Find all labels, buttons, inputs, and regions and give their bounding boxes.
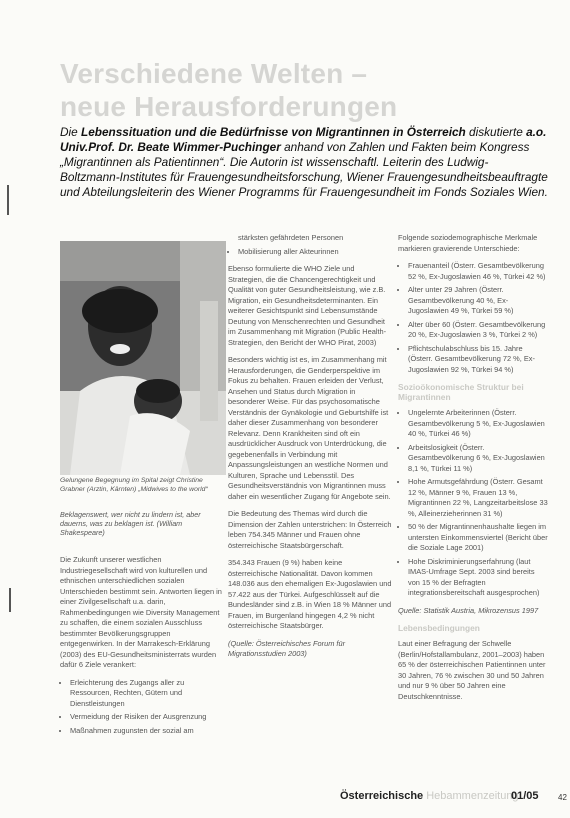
paragraph: 354.343 Frauen (9 %) haben keine österreichische Nationalität. Davon kommen 148.036 aus den ehemaligen Ex-Jugoslawien und 57.422 aus der Türkei. Aufgeschlüsselt auf die Bundesländer sind z.B. in Wien 18 % Männer und Frauen, im Burgenland hingegen 4,2 % nicht österreichische Staatsbürger. — [228, 558, 392, 630]
list-item: • Arbeitslosigkeit (Österr. Gesamtbevölkerung 6 %, Ex-Jugoslawien 8,1 %, Türkei 11 %) — [408, 443, 548, 475]
list-item: • 50 % der Migrantinnenhaushalte liegen im untersten Einkommensviertel (Bericht über die Soziale Lage 2001) — [408, 522, 548, 554]
list-item: • Erleichterung des Zugangs aller zu Ressourcen, Rechten, Gütern und Dienstleistungen — [70, 678, 226, 710]
list-item: • Vermeidung der Risiken der Ausgrenzung — [70, 712, 226, 723]
paragraph: Die Zukunft unserer westlichen Industriegesellschaft wird von kulturellen und ethnischen unterschiedlichen sozialen Unterschieden bestimmt sein. Antworten liegen in einer Zivilgesellschaft u.a. darin, Rahmenbedingungen wie Diversity Management zu schaffen, die einem sozialen Ausschluss bestimmter Bevölkerungsgruppen entgegenwirken. In der Marrakesch-Erklärung (2003) des EU-Gesundheitsministerrats wurden dafür 6 Ziele verankert: — [60, 555, 222, 669]
column-right — [398, 233, 548, 709]
column-middle — [228, 233, 392, 667]
lead-text: diskutierte — [465, 125, 527, 139]
title-line-2: neue Herausforderungen — [60, 91, 398, 122]
publication-name-main: Österreichische — [340, 790, 424, 802]
section-heading: Lebensbedingungen — [398, 623, 480, 633]
lead-text: Die — [60, 125, 81, 139]
margin-mark — [9, 588, 11, 612]
list-item: • Mobilisierung aller Akteurinnen — [238, 247, 392, 258]
paragraph: Laut einer Befragung der Schwelle (Berlin/Hofstallambulanz, 2001–2003) haben 65 % der österreichischen Patientinnen unter 30 Jahren, 76 % zwischen 30 und 50 Jahren und nur 9 % über 50 Jahren eine Deutschkenntnisse. — [398, 639, 546, 701]
list-item: • Hohe Diskriminierungserfahrung (laut IMAS-Umfrage Sept. 2003 sind bereits von 15 % der Befragten integrationsbereitschaft ausgesprochen) — [408, 557, 548, 599]
publication-name — [340, 790, 519, 802]
paragraph: Die Bedeutung des Themas wird durch die Dimension der Zahlen unterstrichen: In Österreich leben 754.345 Männer und Frauen ohne österreichische Staatsbürgerschaft. — [228, 509, 392, 550]
list-item: • Frauenanteil (Österr. Gesamtbevölkerung 52 %, Ex-Jugoslawien 46 %, Türkei 42 %) — [408, 261, 548, 282]
article-title — [60, 57, 540, 123]
paragraph: Ebenso formulierte die WHO Ziele und Strategien, die die Chancengerechtigkeit und Qualität von guter Gesundheitsleistung, wie z.B. Migration, ein Gesundheitsdeterminanten. Ein weiterer Gesichtspunkt sind Lebensumstände Deutung von Menschenrechten und Gesundheit im Zusammenhang mit Migration (Public Health-Strategien, den Bericht der WHO Pirat, 2003) — [228, 264, 387, 347]
list-item: • Hohe Armutsgefährdung (Österr. Gesamt 12 %, Männer 9 %, Frauen 13 %, Migrantinnen 22 %, Langzeitarbeitslose 33 %, Alleinerzieherinnen 31 %) — [408, 477, 548, 519]
list-item: • Alter über 60 (Österr. Gesamtbevölkerung 20 %, Ex-Jugoslawien 3 %, Türkei 2 %) — [408, 320, 548, 341]
article-photo — [60, 241, 226, 475]
issue-number: 01/05 — [511, 790, 539, 802]
section-heading: Sozioökonomische Struktur bei Migrantinnen — [398, 382, 524, 402]
photo-image — [60, 241, 226, 475]
column-left — [60, 555, 226, 743]
continued-list — [228, 233, 392, 257]
lead-text: anhand von Zahlen und Fakten beim Kongress „Migrantinnen als Patientinnen“. Die Autorin ist wissenschaftl. Leiterin des Ludwig-Boltzmann-Institutes für Frauengesundheitsforschung, Wiener Frauengesundheitsbeauftragte und Abteilungsleiterin des Wiener Programms für Frauengesundheit im Fonds Soziales Wien. — [60, 140, 548, 199]
publication-name-sub: Hebammenzeitung — [426, 790, 519, 802]
list-item: • Pflichtschulabschluss bis 15. Jahre (Österr. Gesamtbevölkerung 72 %, Ex-Jugoslawien 92 %, Türkei 94 %) — [408, 344, 548, 376]
paragraph: Folgende soziodemographische Merkmale markieren gravierende Unterschiede: — [398, 233, 538, 253]
shakespeare-quote: Beklagenswert, wer nicht zu lindern ist, aber dauerns, was zu beklagen ist. (William Shakespeare) — [60, 510, 201, 538]
lead-paragraph — [60, 125, 548, 200]
source-note: (Quelle: Österreichisches Forum für Migrationsstudien 2003) — [228, 638, 346, 658]
margin-mark — [7, 185, 9, 215]
list-item: • Maßnahmen zugunsten der sozial am — [70, 726, 226, 737]
paragraph: Besonders wichtig ist es, im Zusammenhang mit Herausforderungen, die Genderperspektive im Fokus zu behalten. Frauen erleiden der Verlust, Ansehen und Status durch Migration in besonderer Weise. Für das psychosomatische Verständnis der Gynäkologie und Geburtshilfe ist daher dieser Zusammenhang von besonderer Relevanz. Denn Krankheiten sind oft ein ausdrücklicher Ausdruck von Unterdrückung, die gegebenenfalls in Verbindung mit Anpassungsleistungen an westliche Normen und Kulturen, Sprache und Lebensstil. Des Gesundheitsverständnis von Migrantinnen muss daher ein wesentlicher Zugang für Angebote sein. — [228, 355, 391, 501]
title-line-1: Verschiedene Welten – — [60, 58, 368, 89]
lead-author: a.o. Univ.Prof. Dr. Beate Wimmer-Puchinger — [60, 125, 547, 154]
list-item: stärksten gefährdeten Personen — [238, 233, 344, 242]
socioeconomic-list — [398, 408, 548, 599]
page-number: 42 — [558, 793, 567, 802]
lead-topic: Lebenssituation und die Bedürfnisse von Migrantinnen in Österreich — [80, 125, 466, 139]
photo-caption: Gelungene Begegnung im Spital zeigt Christine Grabner (Arztin, Kärnten) „Midwives to the world“ — [60, 477, 208, 493]
list-item: • Alter unter 29 Jahren (Österr. Gesamtbevölkerung 40 %, Ex-Jugoslawien 49 %, Türkei 59 %) — [408, 285, 548, 317]
goals-list — [60, 678, 226, 737]
demographics-list — [398, 261, 548, 375]
list-item: • Ungelernte Arbeiterinnen (Österr. Gesamtbevölkerung 5 %, Ex-Jugoslawien 40 %, Türkei 46 %) — [408, 408, 548, 440]
source-note: Quelle: Statistik Austria, Mikrozensus 1997 — [398, 605, 539, 615]
